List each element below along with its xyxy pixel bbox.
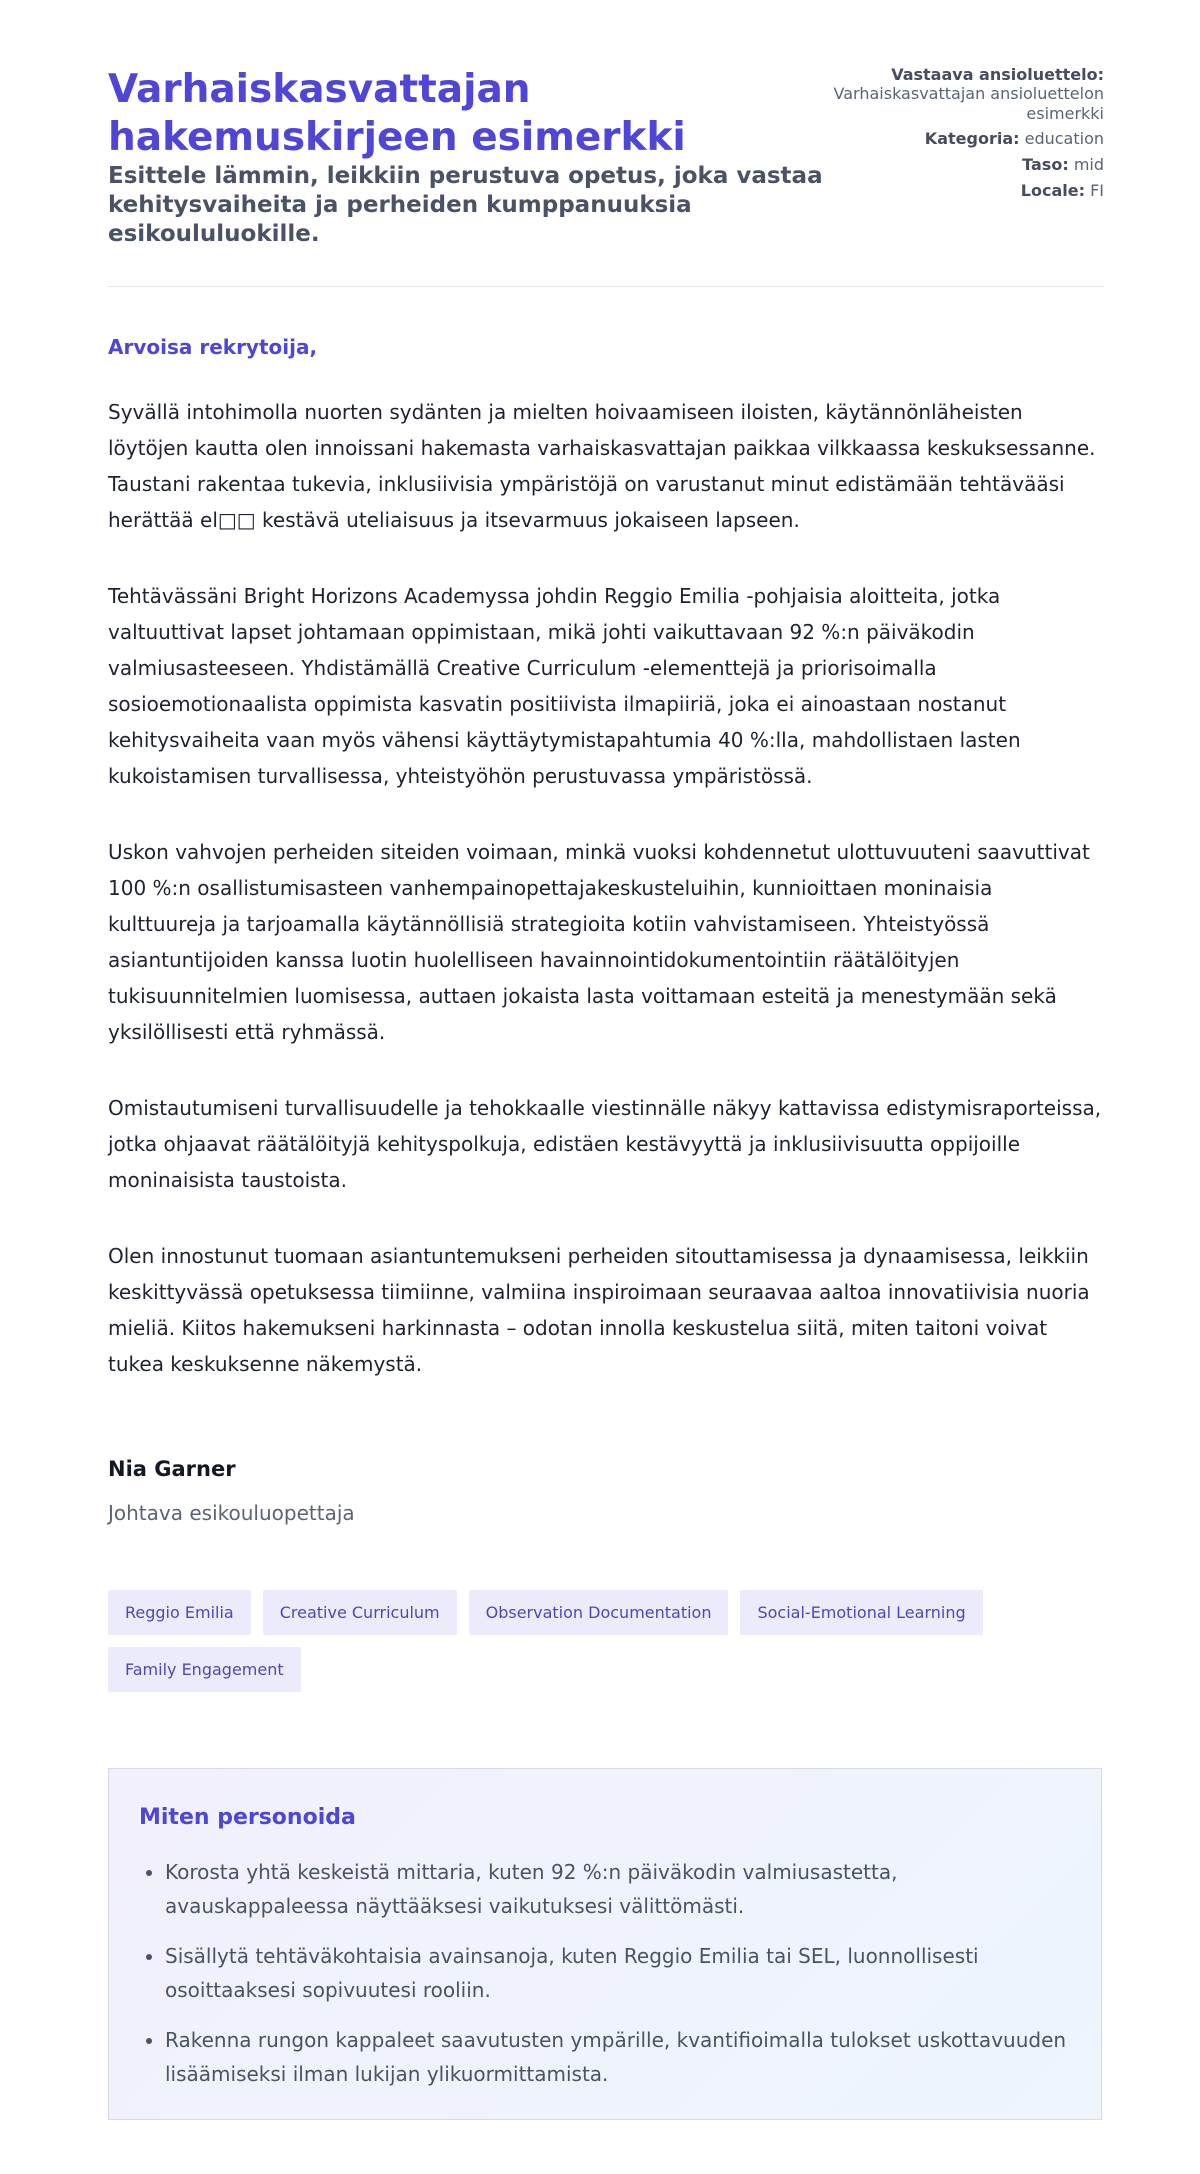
meta-resume-link[interactable]: Varhaiskasvattajan ansioluettelon esimerkki	[833, 84, 1104, 123]
meta-level	[804, 152, 1104, 178]
meta-panel	[804, 66, 1104, 204]
signature-name: Nia Garner	[108, 1457, 236, 1481]
skill-tag: Observation Documentation	[469, 1590, 729, 1635]
meta-locale-value: FI	[1090, 181, 1104, 200]
meta-level-value: mid	[1073, 155, 1104, 174]
skill-tag: Creative Curriculum	[263, 1590, 457, 1635]
meta-locale	[804, 178, 1104, 204]
skill-tags	[108, 1590, 1108, 1692]
page-subtitle: Esittele lämmin, leikkiin perustuva opetus, joka vastaa kehitysvaiheita ja perheiden kumppanuuksia esikoululuokille.	[108, 163, 823, 247]
skill-tag: Reggio Emilia	[108, 1590, 251, 1635]
skill-tag: Social-Emotional Learning	[740, 1590, 982, 1635]
meta-locale-label: Locale:	[1020, 181, 1085, 200]
tip-item: • Sisällytä tehtäväkohtaisia avainsanoja, kuten Reggio Emilia tai SEL, luonnollisesti osoittaaksesi sopivuutesi rooliin.	[165, 1939, 1075, 2007]
signature-role: Johtava esikouluopettaja	[108, 1501, 355, 1525]
header-divider	[108, 286, 1104, 287]
meta-category-label: Kategoria:	[924, 129, 1020, 148]
letter-body	[108, 394, 1104, 1422]
skill-tag: Family Engagement	[108, 1647, 301, 1692]
tips-list	[139, 1855, 1075, 2107]
letter-paragraph: Omistautumiseni turvallisuudelle ja tehokkaalle viestinnälle näkyy kattavissa edistymisraporteissa, jotka ohjaavat räätälöityjä kehityspolkuja, edistäen kestävyyttä ja inklusiivisuutta oppijoille moninaisista taustoista.	[108, 1096, 1102, 1192]
letter-paragraph: Uskon vahvojen perheiden siteiden voimaan, minkä vuoksi kohdennetut ulottuvuuteni saavuttivat 100 %:n osallistumisasteen vanhempainopettajakeskusteluihin, kunnioittaen moninaisia kulttuureja ja tarjoamalla käytännöllisiä strategioita kotiin vahvistamiseen. Yhteistyössä asiantuntijoiden kanssa luotin huolelliseen havainnointidokumentointiin räätälöityjen tukisuunnitelmien luomisessa, auttaen jokaista lasta voittamaan esteitä ja menestymään sekä yksilöllisesti että ryhmässä.	[108, 840, 1090, 1044]
meta-resume	[804, 66, 1104, 124]
tip-item: • Rakenna rungon kappaleet saavutusten ympärille, kvantifioimalla tulokset uskottavuuden lisäämiseksi ilman lukijan ylikuormittamista.	[165, 2023, 1075, 2091]
meta-category-value: education	[1024, 129, 1104, 148]
personalization-tips	[108, 1768, 1102, 2120]
page-title: Varhaiskasvattajan hakemuskirjeen esimerkki	[108, 67, 686, 160]
meta-resume-label: Vastaava ansioluettelo:	[891, 65, 1104, 84]
letter-greeting: Arvoisa rekrytoija,	[108, 335, 318, 359]
signature-block	[108, 1457, 355, 1525]
letter-paragraph: Tehtävässäni Bright Horizons Academyssa johdin Reggio Emilia -pohjaisia aloitteita, jotka valtuuttivat lapset johtamaan oppimistaan, mikä johti vaikuttavaan 92 %:n päiväkodin valmiusasteeseen. Yhdistämällä Creative Curriculum -elementtejä ja priorisoimalla sosioemotionaalista oppimista kasvatin positiivista ilmapiiriä, joka ei ainoastaan nostanut kehitysvaiheita vaan myös vähensi käyttäytymistapahtumia 40 %:lla, mahdollistaen lasten kukoistamisen turvallisessa, yhteistyöhön perustuvassa ympäristössä.	[108, 584, 1021, 788]
meta-level-label: Taso:	[1022, 155, 1069, 174]
letter-paragraph: Olen innostunut tuomaan asiantuntemukseni perheiden sitouttamisessa ja dynaamisessa, leikkiin keskittyvässä opetuksessa tiimiinne, valmiina inspiroimaan seuraavaa aaltoa innovatiivisia nuoria mieliä. Kiitos hakemukseni harkinnasta – odotan innolla keskustelua siitä, miten taitoni voivat tukea keskuksenne näkemystä.	[108, 1244, 1090, 1376]
meta-category	[804, 126, 1104, 152]
tips-title: Miten personoida	[139, 1805, 356, 1830]
tip-item: • Korosta yhtä keskeistä mittaria, kuten 92 %:n päiväkodin valmiusastetta, avauskappaleessa näyttääksesi vaikutuksesi välittömästi.	[165, 1855, 1075, 1923]
letter-paragraph: Syvällä intohimolla nuorten sydänten ja mielten hoivaamiseen iloisten, käytännönläheisten löytöjen kautta olen innoissani hakemasta varhaiskasvattajan paikkaa vilkkaassa keskuksessanne. Taustani rakentaa tukevia, inklusiivisia ympäristöjä on varustanut minut edistämään tehtävääsi herättää el□□ kestävä uteliaisuus ja itsevarmuus jokaiseen lapseen.	[108, 400, 1096, 532]
